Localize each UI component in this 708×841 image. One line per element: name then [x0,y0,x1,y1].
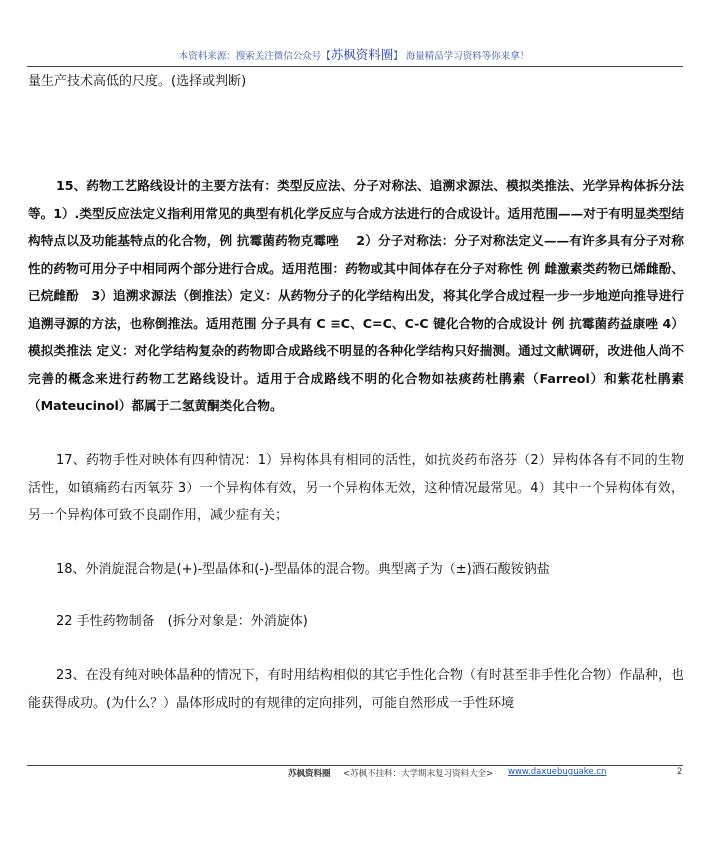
header-prefix: 本资料来源：搜索关注微信公众号【 [178,51,331,62]
footer-link[interactable]: www.daxuebuguake.cn [508,767,607,777]
paragraph-23: 23、在没有纯对映体晶种的情况下，有时用结构相似的其它手性化合物（有时甚至非手性化合物）作晶种，也能获得成功。(为什么？）晶体形成时的有规律的定向排列，可能自然形成一手性环境 [28,668,684,711]
header-brand: 苏枫资料圈 [330,47,394,62]
footer [0,767,708,781]
page-number: 2 [677,767,683,777]
paragraph-continuation: 量生产技术高低的尺度。(选择或判断) [28,74,247,89]
footer-description: <苏枫不挂科：大学期末复习资料大全> [343,769,494,779]
paragraph-17: 17、药物手性对映体有四种情况：1）异构体具有相同的活性，如抗炎药布洛芬（2）异构体各有不同的生物活性，如镇痛药右丙氧芬 3）一个异构体有效，另一个异构体无效，这种情况最常见。4）其中一个异构体有效，另一个异构体可致不良副作用，减少症有关； [28,453,684,523]
footer-divider [27,765,683,766]
header-suffix: 】 海量精品学习资料等你来拿！ [393,51,530,62]
header-banner [0,45,708,63]
paragraph-15: 15、药物工艺路线设计的主要方法有：类型反应法、分子对称法、追溯求源法、模拟类推法、光学异构体拆分法等。1）.类型反应法定义指利用常见的典型有机化学反应与合成方法进行的合成设计。适用范围——对于有明显类型结构特点以及功能基特点的化合物，例 抗霉菌药物克霉唑 2）分子对称法：分子对称法定义——有许多具有分子对称性的药物可用分子中相同两个部分进行合成。适用范围：药物或其中间体存在分子对称性 例 雌激素类药物已烯雌酚、已烷雌酚 3）追溯求源法（倒推法）定义：从药物分子的化学结构出发，将其化学合成过程一步一步地逆向推导进行追溯寻源的方法，也称倒推法。适用范围 分子具有 C ≡C、C=C、C-C 键化合物的合成设计 例 抗霉菌药益康唑 4）模拟类推法 定义：对化学结构复杂的药物即合成路线不明显的各种化学结构只好揣测。通过文献调研，改进他人尚不完善的概念来进行药物工艺路线设计。适用于合成路线不明的化合物如祛痰药杜鹃素（Farreol）和紫花杜鹃素（Mateucinol）都属于二氢黄酮类化合物。 [28,178,684,413]
paragraph-22: 22 手性药物制备 (拆分对象是：外消旋体) [56,614,308,629]
footer-brand: 苏枫资料圈 [288,769,331,779]
paragraph-18: 18、外消旋混合物是(+)-型晶体和(-)-型晶体的混合物。典型离子为（±)酒石酸铵钠盐 [56,562,550,577]
header-divider [27,66,683,67]
